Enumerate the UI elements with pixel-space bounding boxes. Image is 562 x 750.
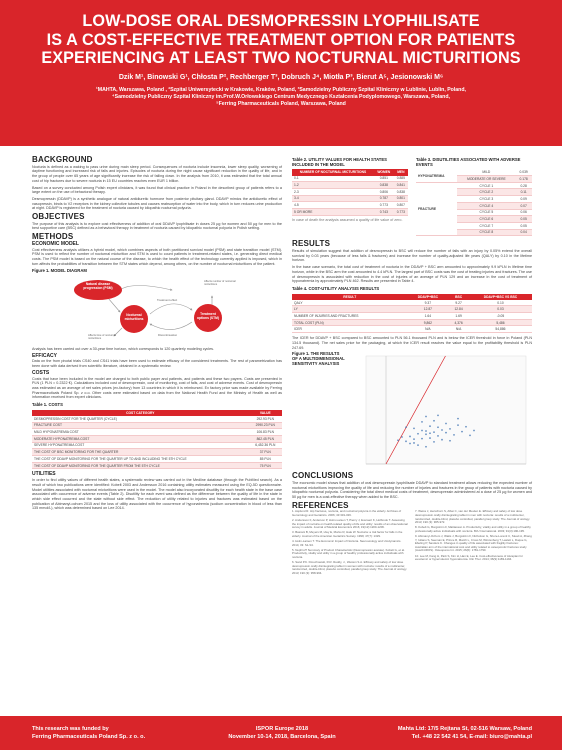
table-cell: 1.64 <box>407 313 448 320</box>
table2-block <box>292 158 408 236</box>
table-cell: CYCLE 2 <box>457 189 515 196</box>
table1-caption: Table 1. COSTS <box>32 402 63 408</box>
table-cell: 9.27 <box>448 300 469 306</box>
efficacy-heading: EFFICACY <box>32 352 57 359</box>
data-point <box>457 424 459 426</box>
treatment-options-label: Treatment options (STM) <box>197 312 219 320</box>
economic-model-heading: ECONOMIC MODEL <box>32 240 79 247</box>
table-cell: CYCLE 6 <box>457 216 515 223</box>
conclusions-heading: CONCLUSIONS <box>292 471 354 481</box>
table3-block <box>416 158 532 236</box>
table-cell: 85 PLN <box>249 456 282 463</box>
table-cell: 4,376 <box>448 319 469 326</box>
data-point <box>437 427 439 429</box>
table-cell: 0.807 <box>394 202 408 209</box>
table-cell: 54,886 <box>469 326 532 333</box>
table-cell: FRACTURE COST <box>32 422 249 429</box>
reference-item: 8. Kobelt G, Borgström F, Mattiasson A. Productivity, vitality and utility in a group of healthy professionally active individuals with nocturia. BJU International. 2003; 91(3):190-195. <box>415 525 531 533</box>
table-cell: 9.37 <box>407 300 448 306</box>
table-cell: 0.773 <box>394 208 408 215</box>
table-cell: MILD <box>457 169 515 175</box>
costs-table <box>32 410 282 470</box>
results-paragraph: Results of simulation suggest that addition of desmopressin to BSC will reduce the number of falls with an injury by 0.05% extend the overall survival by 0.03 years (because of less falls & fractures) and increase the number of quality-adjusted life years (QALY) by 0.10 in the lifetime horizon. <box>292 248 532 263</box>
data-point <box>469 435 471 437</box>
table-cell: 1.69 <box>448 313 469 320</box>
data-point <box>397 440 399 442</box>
contact-line: Tel. +48 22 542 41 54, E-mail: biuro@mahta.pl <box>411 734 532 740</box>
data-point <box>433 420 435 422</box>
table-cell: 0.03 <box>469 306 532 313</box>
table-cell: 0.28 <box>515 182 532 189</box>
table-cell: CYCLE 1 <box>457 182 515 189</box>
table-cell: 0.806 <box>374 188 394 195</box>
table-cell: 75 PLN <box>249 462 282 469</box>
data-point <box>429 433 431 435</box>
natural-progression-label: Natural disease progression (PSM) <box>83 282 113 290</box>
data-point <box>409 436 411 438</box>
table-cell: DESMOPRESSIN COST FOR THE QUARTER (CYCLE) <box>32 416 249 422</box>
reference-item: 4. Holm-Larsen T. The Economic Impact of Nocturia. Neurourology and Urodynamics. 2014; 33: S1-S3. <box>292 539 402 547</box>
table3-caption: Table 3. DISUTILITIES ASSOCIATED WITH ADVERSE EVENTS <box>416 157 521 167</box>
table-row <box>292 182 408 189</box>
table-row <box>32 462 282 469</box>
table-cell: 0-1 <box>292 176 374 182</box>
table-cell: 2-3 <box>292 188 374 195</box>
table-cell: -0.05 <box>469 313 532 320</box>
references-right <box>415 510 532 577</box>
poster-footer <box>0 716 562 750</box>
table2-header: WOMEN <box>374 169 394 175</box>
table-cell: MILD HYPONATREMIA COST <box>32 429 249 436</box>
data-point <box>409 443 411 445</box>
data-point <box>421 421 423 423</box>
reference-item: 2. Andersson F, Anderson P, Holm-Larsen T, Piercy J, Everaert K, Holbrook T. Assessing the impact of nocturia on health-related quality-of-life and utility: results of an observational survey in adults. Journal of Medical Economics 2016; 19(12):1200-1206. <box>292 518 408 530</box>
table-row <box>32 456 282 463</box>
table-group-label: HYPONATREMIA <box>416 169 457 182</box>
objectives-text: The purpose of this analysis is to explore cost effectiveness of addition of oral DDAVP lyophilisate in doses 25 µg for women and 50 µg for men to the best supportive care (BSC) defined as a behavioral therapy in treatment of nocturia caused by idiopathic nocturnal polyuria in Polish setting. <box>32 221 282 231</box>
data-point <box>405 441 407 443</box>
event-line: ISPOR Europe 2018 <box>255 726 309 732</box>
table2-caption: Table 2. UTILITY VALUES FOR HEALTH STATES INCLUDED IN THE MODEL <box>292 157 387 167</box>
disutilities-table <box>416 169 532 236</box>
table-cell: 0.743 <box>374 208 394 215</box>
data-point <box>441 429 443 431</box>
treatment-effect-label: Treatment effect <box>157 298 178 303</box>
table-group-label: FRACTURE <box>416 182 457 236</box>
data-point <box>425 446 427 448</box>
data-point <box>421 430 423 432</box>
data-point <box>413 442 415 444</box>
data-point <box>413 439 415 441</box>
discontinuation-label: Discontinuation <box>158 333 178 338</box>
background-paragraph: Based on a survey conducted among Polish expert clinicians, it was found that clinical practice in Poland in the described group of patients refers to a large extent on the use of behavioral therapy. <box>32 185 282 195</box>
table-row <box>292 208 408 215</box>
figure-caption-line: SENSITIVITY ANALYSIS <box>292 360 340 366</box>
figure-caption-line: Figure 1. THE RESULTS <box>292 351 340 357</box>
figure-caption-line: OF A MULTIDIMENSIONAL <box>292 355 345 361</box>
contact-line: Mahta Ltd: 17/5 Rejtana St, 02-516 Warsaw, Poland <box>397 726 532 732</box>
data-point <box>445 423 447 425</box>
table-row <box>292 202 408 209</box>
conclusions-text: The economic model shows that addition of oral desmopressin lyophilisate DDAVP to standard treatment allows reducing the expected number of nocturnal micturitions improving the quality of life and reducing the number of injuries and fractures in the group of patients with nocturia caused by idiopathic nocturnal polyuria. Considering the total direct medical costs of treatment, desmopressin administered at a dose of 25 µg for women and 50 µg for men is a cost-effective therapy when added to the BSC. <box>292 480 532 500</box>
table-row <box>32 449 282 456</box>
table-cell: 0.841 <box>394 182 408 189</box>
table-cell: LY <box>292 306 407 313</box>
data-point <box>433 441 435 443</box>
data-point <box>437 415 439 417</box>
data-point <box>441 439 443 441</box>
funding-note <box>32 725 145 741</box>
event-info <box>209 725 355 741</box>
table-cell: ICER <box>292 326 407 333</box>
table-cell: CYCLE 4 <box>457 202 515 209</box>
right-column <box>292 158 532 577</box>
table-row <box>292 313 532 320</box>
table-cell: 0.773 <box>374 202 394 209</box>
table1-header: VALUE <box>249 410 282 416</box>
table-row <box>416 182 532 189</box>
table4-header: DDAVP+BSC VS BSC <box>469 294 532 300</box>
data-point <box>445 432 447 434</box>
data-point <box>437 435 439 437</box>
utilities-text: In order to find utility values of different health states, a systematic review was carried out in the Medline database (through the PubMed search). As a result of which two publications were identified: Kobelt 2003 and Andersson 2016 containing utility estimates measured using the EQ-5D questionnaire. Model utilities associated with nocturnal micturitions were used in the model. The model also incorporated disutility for each health state in the base case associated with occurrence of adverse events (Table 2). Disutility for each event was defined as the difference between the quality of life in the state in which side effect occurred and the state without side effect. The reduction of utility related to injuries and fractures was estimated based on the publication of Abimanyi-ochom 2015 and the loss of utility associated with the occurrence of hyponatremia (sodium concentration in blood of less than 135 mmol/L), which was determined based on Lee 2014. <box>32 478 282 511</box>
results-heading: RESULTS <box>292 239 331 249</box>
costs-text: Costs that have been included in the model are charged to both public payer and patients, and patients and these two payers. Costs are presented in PLN (1 PLN = 0.2322 €). Calculations included cost of desmopressin, cost of monitoring, cost of falls, and cost of adverse events. Cost of desmopressin was estimated as an average of net sales prices (ex-factory) from 13 countries in which it is reimbursed. Ex factory price was made available by Ferring Pharmaceuticals Poland Sp. z o.o. Other costs were estimated based on data from the National Health Fund and the Ministry of Health as well as information received from expert clinicians. <box>32 376 282 400</box>
table-cell: CYCLE 7 <box>457 222 515 229</box>
table-cell: 9,862 <box>407 319 448 326</box>
table-cell: 106.83 PLN <box>249 429 282 436</box>
table-cell: 6,452.36 PLN <box>249 442 282 449</box>
affiliation-line: ⁵Ferring Pharmaceuticals Poland, Warszawa, Poland <box>216 100 346 107</box>
data-point <box>417 433 419 435</box>
affiliation-line: ⁴Samodzielny Publiczny Szpital Kliniczny im.Prof.W.Orłowskiego Centrum Medycznego Kształcenia Podyplomowego, Warszawa, Poland, <box>112 93 450 100</box>
table-cell: 0.07 <box>515 202 532 209</box>
economic-model-text: Cost effectiveness analysis utilizes a hybrid model, which combines aspects of both partitioned survival model (PSM) and state transition model (STM). PSM is used to reflect the number of nocturnal micturition and STM is used to count patients in treatment-related states, i.e. generating direct medical costs. The PSM model is based on the natural course of the disease, to which the health effect of the technology currently applied is imposed, which in turn affects the probabilities of transition between the STM states which depend, among others, on the number of nocturnal micturitions of the patient. <box>32 247 282 266</box>
table-cell: 1-2 <box>292 182 374 189</box>
data-point <box>449 428 451 430</box>
data-point <box>425 434 427 436</box>
table4-caption: Table 4. COST-UTILITY ANALYSIS RESULTS <box>292 285 380 291</box>
table-row <box>292 306 532 313</box>
efficacy-text: Data on the from pivotal trials CS40 and CS41 trials have been used to estimate efficacy of the considered treatments. The rest of parametrization has been done with data derived from scientific literature, obtained in a systematic review. <box>32 359 282 369</box>
table-row <box>292 326 532 333</box>
sensitivity-figure-row <box>292 352 532 470</box>
arrow-natural-to-treatment <box>120 286 172 291</box>
data-point <box>429 437 431 439</box>
table-cell: 0.10 <box>469 300 532 306</box>
results-paragraph: In the base case scenario, the total cost of treatment of nocturia in the DDAVP + BSC arm amounted to approximately 9.9 kPLN in lifetime time horizon, while in the BSC arm the cost amounted to 4.4 kPLN. The largest part of BSC costs was the cost of treating injuries and fractures. The use of desmopressin is associated with reduction in the cost of injuries of an average of PLN 129 and an increase in the cost of treatment of hyponatremia by approximately PLN 462. Results are presented in Table 4. <box>292 265 532 284</box>
poster-header <box>0 0 562 146</box>
affiliation-line: ¹MAHTA, Warszawa, Poland , ²Szpital Uniwersytecki w Krakowie, Kraków, Poland, ³Samodzielny Publiczny Szpital Kliniczny w Lublinie, Lublin, Poland, <box>96 86 466 93</box>
utility-tables-row <box>292 158 532 236</box>
table-cell: 0.178 <box>515 176 532 183</box>
reference-item: 1. Asplund R. Hip fractures, nocturia, and nocturnal polyuria in the elderly. Archives of Gerontology and Geriatrics. 2006; 43:319-326. <box>292 509 402 518</box>
table-row <box>32 422 282 429</box>
table-cell: 0.05 <box>515 222 532 229</box>
data-point <box>473 430 475 432</box>
table-cell: MODERATE HYPONATREMIA COST <box>32 435 249 442</box>
left-column <box>32 155 282 513</box>
data-point <box>421 438 423 440</box>
data-point <box>429 426 431 428</box>
table-cell: 0.11 <box>515 189 532 196</box>
data-point <box>425 416 427 418</box>
table-cell: 37 PLN <box>249 449 282 456</box>
nocturnal-micturitions-label: Nocturnal micturitions <box>124 313 144 321</box>
background-heading: BACKGROUND <box>32 155 93 164</box>
objectives-heading: OBJECTIVES <box>32 212 85 222</box>
table-cell: 0.04 <box>515 229 532 236</box>
table-cell: 5,486 <box>469 319 532 326</box>
data-point <box>457 418 459 420</box>
table-cell: MODERATE OR SEVERE <box>457 176 515 183</box>
data-point <box>461 431 463 433</box>
reference-item: 5. Nephrol? Summary of Product Characteristic (Desmopressin acetate). Kobelt G, et al. Productivity, vitality and utility in a group of healthy professionally active individuals with nocturia. <box>292 547 405 559</box>
table-cell: 3-4 <box>292 195 374 202</box>
authors: Dzik M¹, Binowski G¹, Chłosta P², Rechberger T³, Dobruch J⁴, Miotła P³, Bierut A⁵, Jesionowski M⁶ <box>118 73 444 81</box>
arrow-treatment-effect <box>150 304 192 314</box>
sensitivity-scatter-chart <box>360 352 530 470</box>
title-line: LOW-DOSE ORAL DESMOPRESSIN LYOPHILISATE <box>82 12 480 30</box>
table4-header: DDAVP+BSC <box>407 294 448 300</box>
background-paragraph: Desmopressin (DDAVP) is a synthetic analogue of natural antidiuretic hormone from posterior pituitary gland. DDAVP mimics the antidiuretic effect of vasopressin, binds to V2 receptors in the kidney collective tubules and causes reabsorption of water into the body, which in turn reduces urine production at night. DDAVP is registered for the treatment of nocturia caused by idiopathic nocturnal polyuria. <box>32 196 282 211</box>
data-point <box>401 436 403 438</box>
horizon-text: Analysis has been carried out over a 30-year time horizon, which corresponds to 120 quarterly modeling cycles. <box>32 347 215 352</box>
reference-item: 3. Basrani B, Meyers M, Hwy E, Morko R, Hale W. Nocturia: a risk factor for falls in the elderly. Journal of the American Geriatrics Society. 1999; 47(7): 1329. <box>292 530 403 539</box>
affiliations <box>0 87 562 108</box>
affects-time-label: Affects time of nocturnal micturitions <box>88 334 116 341</box>
table-cell: CYCLE 8 <box>457 229 515 236</box>
affects-number-label: Affects number of nocturnal micturitions <box>204 280 236 287</box>
table-cell: 862.45 PLN <box>249 435 282 442</box>
background-paragraph: Nocturia is defined as a waking to pass urine during main sleep period. Consequences of nocturia include insomnia, lower sleep quality, worsening of daytime functioning and increased risk of falls and injuries. Episodes of nocturia during the night cause significant reduction in the quality of life, and in the group of people over 65 years of age significantly increase the risk of falling down. In the analysis from 2010, it was estimated that the total annual cost of hip fractures due to severe nocturia in 15 EU countries reaches even EUR 1 billion. <box>32 164 282 183</box>
data-point <box>465 426 467 428</box>
table-cell: 292.93 PLN <box>249 416 282 422</box>
reference-item: 7. Weiss J, Herschorn S, Albei C, van der Meulen E. Efficacy and safety of low dose desmopressin orally disintegrating tablet in men with nocturia: results of a multicenter, randomized, double-blind, placebo controlled, parallel group study. The Journal of urology. 2013; 190 (3): 965-972. <box>415 509 531 525</box>
table-cell: 12.87 <box>407 306 448 313</box>
table-cell: 0.838 <box>374 182 394 189</box>
table-cell: N/A <box>407 326 448 333</box>
table-cell: 0.05 <box>515 216 532 223</box>
table2-note: In case of death the analysis assumed a quality of life value of zero. <box>292 217 403 222</box>
reference-item: 9. Abimanyi-Ochom J, Watts J, Borgström F, Nicholson G, Shore-Lorenti C, Stuart A, Zhang Y, Iuliano S, Seeman E, Prince R, March L, Cross M, Winzenberg T, Laslett L, Duque G, Ebeling P, Sanders K. Changes in quality of life associated with fragility fractures: Australian arm of the international cost and utility related to osteoporotic fractures study (AusICUROS). Osteoporos Int. 2015; 26(6): 1781-1790. <box>415 534 532 553</box>
table-cell: 2990.23 PLN <box>249 422 282 429</box>
contact-info <box>398 725 532 741</box>
utilities-heading: UTILITIES <box>32 471 56 478</box>
icer-text: The ICER for DDAVP + BSC compared to BSC amounted to PLN 56.1 thousand PLN and is below the ICER threshold in force in Poland (PLN 134.5 thousand). The net sales price for the packaging, at which the ICER result reaches the value equal to the profitability threshold is PLN 247.69. <box>292 336 532 350</box>
table-cell: 0.787 <box>374 195 394 202</box>
arrow-discontinuation <box>150 322 192 330</box>
table-cell: 12.84 <box>448 306 469 313</box>
table-cell: CYCLE 3 <box>457 196 515 203</box>
table-cell: QALY <box>292 300 407 306</box>
table-cell: CYCLE 5 <box>457 209 515 216</box>
data-point <box>425 430 427 432</box>
table-row <box>32 435 282 442</box>
table-cell: 4-5 <box>292 202 374 209</box>
data-point <box>433 431 435 433</box>
table4-header: BSC <box>448 294 469 300</box>
table-row <box>292 195 408 202</box>
event-line: November 10-14, 2018, Barcelona, Spain <box>228 734 336 740</box>
table-row <box>32 442 282 449</box>
utility-values-table <box>292 169 408 215</box>
table-cell: TOTAL COST (PLN) <box>292 319 407 326</box>
figure1-caption: Figure 1. MODEL DIAGRAM <box>32 268 87 274</box>
table2-header: MEN <box>394 169 408 175</box>
references-list <box>292 510 532 577</box>
poster-title <box>0 0 562 68</box>
table-cell: 0.06 <box>515 209 532 216</box>
references-heading: REFERENCES <box>292 500 349 510</box>
costs-heading: COSTS <box>32 369 50 376</box>
model-diagram <box>62 276 242 344</box>
table4-header: RESULT <box>292 294 407 300</box>
data-point <box>453 434 455 436</box>
title-line: IS A COST-EFFECTIVE TREATMENT OPTION FOR PATIENTS <box>46 30 516 49</box>
table-cell: NUMBER OF INJURIES AND FRACTURES <box>292 313 407 320</box>
data-point <box>413 428 415 430</box>
table-cell: THE COST OF DDAVP MONITORING FOR THE QUARTER UP TO AND INCLUDING THE 5TH CYCLE <box>32 456 249 463</box>
table-cell: 0.039 <box>515 169 532 175</box>
table-cell: THE COST OF DDAVP MONITORING FOR THE QUARTER FROM THE 5TH CYCLE <box>32 462 249 469</box>
cost-utility-results-table <box>292 294 532 334</box>
sensitivity-figure-caption <box>292 352 354 470</box>
arrow-natural-to-nocturnal <box>108 298 120 312</box>
reference-item: 10. Lee M, Kang H, Park S, Kim H, Han E, Lee E. Cost-effectiveness of tolvaptan for euvolemic or hypervolemic hyponatremia. Clin Ther. 2014; 36(9):1183-1194. <box>415 553 523 562</box>
table-cell: 0.885 <box>394 176 408 182</box>
table2-header: NUMBER OF NOCTURNAL MICTURITIONS <box>292 169 374 175</box>
data-point <box>417 444 419 446</box>
data-point <box>449 440 451 442</box>
table-cell: 5 OR MORE <box>292 208 374 215</box>
plot-area <box>366 356 526 464</box>
table-row <box>292 319 532 326</box>
table-row <box>292 188 408 195</box>
funding-line: This research was funded by <box>32 726 109 732</box>
table-cell: 0.851 <box>374 176 394 182</box>
table-cell: 0.838 <box>394 188 408 195</box>
table-cell: THE COST OF BSC MONITORING FOR THE QUARTER <box>32 449 249 456</box>
table-cell: 0.801 <box>394 195 408 202</box>
data-point <box>405 427 407 429</box>
reference-item: 6. Sand P.K. Dmochowski, R.R. Reddy, J., Weston S.A. Efficacy and safety of low dose desmopressin orally disintegrating tablet in women with nocturia: results of a multicenter, randomized, double-blind, placebo controlled, parallel group study. The Journal of urology. 2013; 190 (3): 958-964. <box>292 560 408 575</box>
funding-line: Ferring Pharmaceuticals Poland Sp. z o. o. <box>32 734 146 740</box>
methods-heading: METHODS <box>32 232 74 242</box>
table-row <box>32 429 282 436</box>
references-left <box>292 510 409 577</box>
table1-header: COST CATEGORY <box>32 410 249 416</box>
table-cell: 0.09 <box>515 196 532 203</box>
table-cell: N/A <box>448 326 469 333</box>
table-cell: SEVERE HYPONATREMIA COST <box>32 442 249 449</box>
title-line: EXPERIENCING AT LEAST TWO NOCTURNAL MICTURITIONS <box>41 49 521 67</box>
